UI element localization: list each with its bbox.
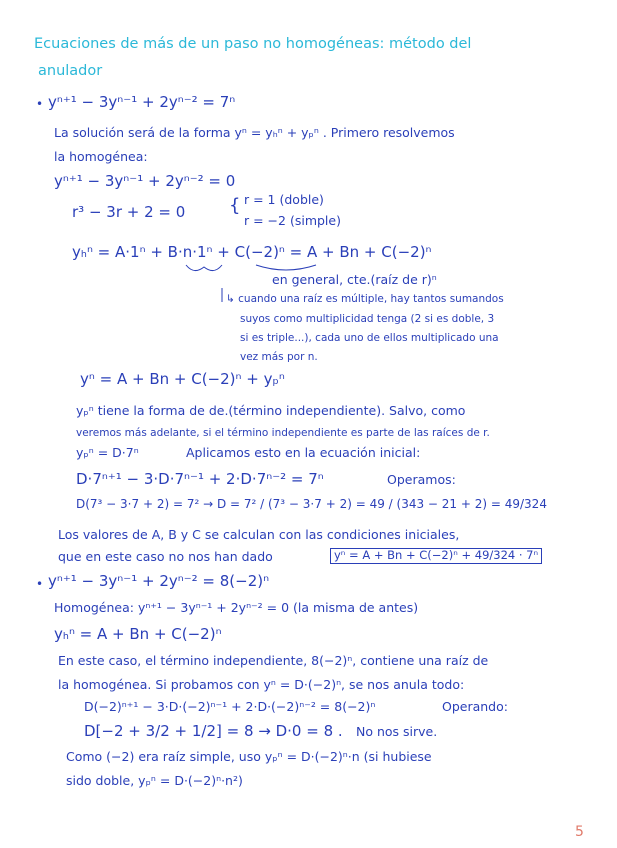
ex1-constants-line-2: que en este caso no nos han dado [58, 549, 273, 564]
ex2-text-line-3: Como (−2) era raíz simple, uso yₚⁿ = D·(−2)ⁿ·n (si hubiese [66, 749, 432, 764]
ex1-root-2: r = −2 (simple) [244, 213, 341, 228]
ex1-characteristic-equation: r³ − 3r + 2 = 0 [72, 203, 186, 221]
ex1-note-line-3: si es triple...), cada uno de ellos multiplicado una [240, 332, 499, 344]
ex1-homogeneous-equation: yⁿ⁺¹ − 3yⁿ⁻¹ + 2yⁿ⁻² = 0 [54, 172, 236, 190]
brace-icon: { [229, 195, 241, 216]
ex1-solve-d: D(7³ − 3·7 + 2) = 7² → D = 7² / (7³ − 3·7 + 2) = 49 / (343 − 21 + 2) = 49/324 [76, 497, 547, 511]
ex1-general-solution: yⁿ = A + Bn + C(−2)ⁿ + yₚⁿ [80, 370, 285, 388]
ex2-text-line-2: la homogénea. Si probamos con yⁿ = D·(−2)ⁿ, se nos anula todo: [58, 677, 465, 692]
ex2-equation: yⁿ⁺¹ − 3yⁿ⁻¹ + 2yⁿ⁻² = 8(−2)ⁿ [48, 572, 270, 590]
ex1-equation: yⁿ⁺¹ − 3yⁿ⁻¹ + 2yⁿ⁻² = 7ⁿ [48, 93, 236, 111]
ex1-particular-solution: yₚⁿ = D·7ⁿ [76, 445, 139, 460]
ex2-substitution: D(−2)ⁿ⁺¹ − 3·D·(−2)ⁿ⁻¹ + 2·D·(−2)ⁿ⁻² = 8(−2)ⁿ [84, 699, 376, 714]
ex2-homogeneous: Homogénea: yⁿ⁺¹ − 3yⁿ⁻¹ + 2yⁿ⁻² = 0 (la misma de antes) [54, 600, 419, 615]
ex2-no-sirve: No nos sirve. [356, 724, 438, 739]
ex2-text-line-1: En este caso, el término independiente, 8(−2)ⁿ, contiene una raíz de [58, 653, 489, 668]
ex2-homogeneous-solution: yₕⁿ = A + Bn + C(−2)ⁿ [54, 625, 222, 643]
page-number: 5 [575, 824, 584, 840]
title-line-1: Ecuaciones de más de un paso no homogéneas: método del [34, 36, 472, 52]
ex1-note-line-2: suyos como multiplicidad tenga (2 si es doble, 3 [240, 313, 495, 325]
ex1-homogeneous-solution: yₕⁿ = A·1ⁿ + B·n·1ⁿ + C(−2)ⁿ = A + Bn + C(−2)ⁿ [72, 243, 432, 261]
ex1-root-1: r = 1 (doble) [244, 192, 324, 207]
ex1-substituted-equation: D·7ⁿ⁺¹ − 3·D·7ⁿ⁻¹ + 2·D·7ⁿ⁻² = 7ⁿ [76, 470, 324, 488]
ex1-operamos: Operamos: [387, 472, 456, 487]
ex2-operando: Operando: [442, 699, 508, 714]
ex1-particular-form-line-1: yₚⁿ tiene la forma de de.(término independiente). Salvo, como [76, 403, 466, 418]
ex1-general-note: en general, cte.(raíz de r)ⁿ [272, 272, 437, 287]
ex1-solution-line-1: La solución será de la forma yⁿ = yₕⁿ + yₚⁿ . Primero resolvemos [54, 125, 455, 140]
ex2-text-line-4: sido doble, yₚⁿ = D·(−2)ⁿ·n²) [66, 773, 243, 788]
ex1-solution-line-2: la homogénea: [54, 149, 148, 164]
title-line-2: anulador [38, 63, 103, 79]
ex1-constants-line-1: Los valores de A, B y C se calculan con las condiciones iniciales, [58, 527, 460, 542]
ex1-apply-text: Aplicamos esto en la ecuación inicial: [186, 445, 421, 460]
bullet-ex2: • [36, 577, 44, 591]
bullet-ex1: • [36, 97, 44, 111]
ex2-bracket-equation: D[−2 + 3/2 + 1/2] = 8 → D·0 = 8 . [84, 722, 343, 740]
ex1-note-line-1: ↳ cuando una raíz es múltiple, hay tantos sumandos [226, 293, 504, 305]
ex1-particular-form-line-2: veremos más adelante, si el término independiente es parte de las raíces de r. [76, 427, 490, 439]
ex1-final-solution-box: yⁿ = A + Bn + C(−2)ⁿ + 49/324 · 7ⁿ [330, 548, 542, 564]
ex1-note-line-4: vez más por n. [240, 351, 318, 363]
